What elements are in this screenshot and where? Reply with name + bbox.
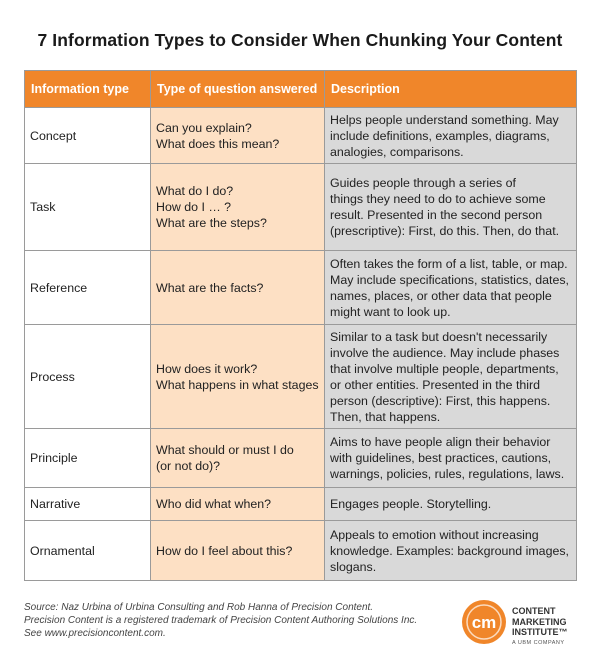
row-question: [151, 488, 325, 521]
description-line: Engages people. Storytelling.: [330, 497, 492, 511]
header-information-type: Information type: [25, 71, 151, 108]
header-question-type: Type of question answered: [151, 71, 325, 108]
row-description: [325, 108, 577, 164]
question-line: What do I do?: [156, 184, 234, 198]
description-line: Guides people through a series of: [330, 176, 516, 190]
row-type: Principle: [25, 429, 151, 488]
table-header-row: [25, 71, 577, 108]
row-description: [325, 488, 577, 521]
description-line: May include specifications, statistics, dates,: [330, 272, 569, 287]
table-row: [25, 164, 577, 251]
row-description: [325, 164, 577, 251]
footnote-line: Source: Naz Urbina of Urbina Consulting and Rob Hanna of Precision Content.: [24, 602, 374, 613]
row-question: [151, 251, 325, 325]
question-line: What should or must I do: [156, 443, 294, 457]
question-line: How do I … ?: [156, 200, 232, 214]
question-line: How does it work?: [156, 361, 258, 376]
description-line: involve the audience. May include phases: [330, 345, 560, 360]
cmi-logo: [462, 598, 582, 654]
logo-line: INSTITUTE™: [512, 627, 568, 637]
description-line: things they need to do to achieve some: [330, 192, 546, 206]
description-line: Appeals to emotion without increasing: [330, 527, 539, 542]
table-row: [25, 429, 577, 488]
cmi-logo-wordmark: [512, 606, 568, 638]
question-line: What does this mean?: [156, 136, 280, 151]
row-description: [325, 521, 577, 581]
table-row: [25, 488, 577, 521]
description-line: Often takes the form of a list, table, or map.: [330, 256, 568, 271]
cm-mark-icon: [462, 600, 506, 644]
row-type: Narrative: [25, 488, 151, 521]
question-line: What are the steps?: [156, 216, 267, 230]
table-row: [25, 521, 577, 581]
description-line: result. Presented in the second person: [330, 208, 543, 222]
page-title: 7 Information Types to Consider When Chunking Your Content: [37, 30, 563, 50]
question-line: How do I feel about this?: [156, 543, 293, 558]
row-type: Reference: [25, 251, 151, 325]
source-footnote: [24, 601, 444, 640]
row-description: [325, 251, 577, 325]
question-line: Who did what when?: [156, 497, 272, 511]
row-question: [151, 164, 325, 251]
description-line: Helps people understand something. May: [330, 112, 559, 127]
description-line: include definitions, examples, diagrams,: [330, 128, 550, 143]
description-line: or other entities. Presented in the third: [330, 377, 541, 392]
footnote-line: See www.precisioncontent.com.: [24, 628, 166, 639]
row-question: [151, 521, 325, 581]
row-question: [151, 429, 325, 488]
description-line: names, places, or other data that people: [330, 288, 552, 303]
question-line: What are the facts?: [156, 280, 264, 295]
logo-line: CONTENT: [512, 606, 556, 616]
row-type: Concept: [25, 108, 151, 164]
information-types-table: [24, 70, 577, 581]
table-row: [25, 108, 577, 164]
table-row: [25, 325, 577, 429]
description-line: (prescriptive): First, do this. Then, do that.: [330, 224, 560, 238]
description-line: knowledge. Examples: background images,: [330, 543, 569, 558]
description-line: person (descriptive): First, this happens.: [330, 393, 551, 408]
footnote-line: Precision Content is a registered trademark of Precision Content Authoring Solutions Inc.: [24, 615, 418, 626]
description-line: that involve multiple people, departments,: [330, 361, 559, 376]
logo-subtitle: A UBM COMPANY: [512, 640, 565, 646]
question-line: What happens in what stages: [156, 377, 319, 392]
row-type: Process: [25, 325, 151, 429]
description-line: Then, that happens.: [330, 409, 441, 424]
cmi-logo-icon: [462, 600, 506, 644]
table-row: [25, 251, 577, 325]
description-line: with guidelines, best practices, cautions,: [330, 451, 552, 465]
row-type: Task: [25, 164, 151, 251]
description-line: Aims to have people align their behavior: [330, 435, 551, 449]
description-line: slogans.: [330, 559, 377, 574]
row-description: [325, 429, 577, 488]
description-line: warnings, policies, rules, regulations, laws.: [330, 467, 565, 481]
header-description: Description: [325, 71, 577, 108]
description-line: Similar to a task but doesn't necessarily: [330, 329, 548, 344]
description-line: might want to look up.: [330, 304, 451, 319]
logo-line: MARKETING: [512, 616, 567, 627]
row-description: [325, 325, 577, 429]
svg-text:cm: cm: [471, 613, 497, 632]
row-question: [151, 325, 325, 429]
question-line: Can you explain?: [156, 120, 252, 135]
row-type: Ornamental: [25, 521, 151, 581]
row-question: [151, 108, 325, 164]
description-line: analogies, comparisons.: [330, 144, 464, 159]
question-line: (or not do)?: [156, 459, 221, 473]
